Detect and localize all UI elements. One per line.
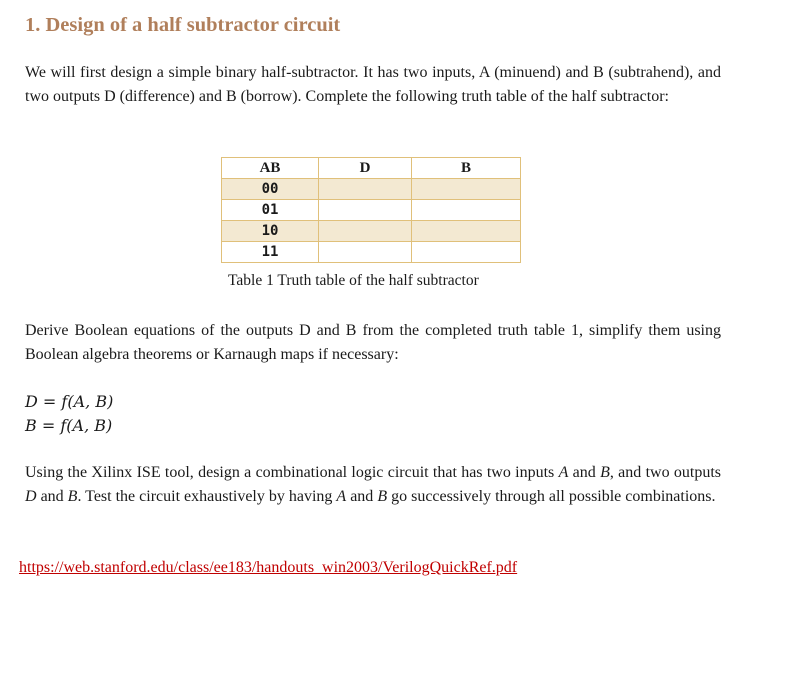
- header-ab: AB: [222, 158, 319, 179]
- design-paragraph: [25, 461, 721, 509]
- text-segment: and: [568, 464, 601, 481]
- equals-sign: =: [42, 392, 62, 411]
- equation-rhs: f(A, B): [60, 416, 113, 435]
- cell-b[interactable]: [412, 221, 521, 242]
- variable-b: B: [67, 488, 78, 505]
- equation-d: [25, 392, 113, 411]
- derive-paragraph: Derive Boolean equations of the outputs D and B from the completed truth table 1, simplify them using Boolean algebra theorems or Karnaugh maps if necessary:: [25, 322, 721, 363]
- cell-b[interactable]: [412, 242, 521, 263]
- cell-d[interactable]: [319, 200, 412, 221]
- text-segment: Using the Xilinx ISE tool, design a combinational logic circuit that has two inputs: [25, 464, 559, 481]
- equals-sign: =: [41, 416, 61, 435]
- table-header-row: [222, 158, 521, 179]
- cell-ab: 00: [222, 179, 319, 200]
- cell-d[interactable]: [319, 221, 412, 242]
- cell-b[interactable]: [412, 179, 521, 200]
- truth-table: [221, 157, 521, 263]
- variable-a: A: [558, 464, 569, 481]
- variable-b: B: [600, 464, 610, 481]
- table-row: [222, 242, 521, 263]
- header-d: D: [319, 158, 412, 179]
- text-segment: and: [36, 488, 68, 505]
- table-row: [222, 200, 521, 221]
- verilog-reference-link[interactable]: https://web.stanford.edu/class/ee183/handouts_win2003/VerilogQuickRef.pdf: [19, 559, 518, 576]
- cell-ab: 11: [222, 242, 319, 263]
- cell-ab: 01: [222, 200, 319, 221]
- cell-ab: 10: [222, 221, 319, 242]
- equation-rhs: f(A, B): [61, 392, 114, 411]
- variable-d: D: [25, 488, 37, 505]
- table-caption: Table 1 Truth table of the half subtractor: [228, 272, 479, 289]
- equation-lhs: D: [25, 392, 38, 411]
- text-segment: . Test the circuit exhaustively by having: [77, 488, 337, 505]
- section-heading: 1. Design of a half subtractor circuit: [25, 14, 341, 36]
- equation-b: [25, 416, 112, 435]
- text-segment: go successively through all possible combinations.: [387, 488, 716, 505]
- cell-b[interactable]: [412, 200, 521, 221]
- text-segment: and: [346, 488, 378, 505]
- variable-a: A: [336, 488, 347, 505]
- equation-lhs: B: [25, 416, 37, 435]
- variable-b: B: [377, 488, 388, 505]
- table-row: [222, 179, 521, 200]
- cell-d[interactable]: [319, 242, 412, 263]
- table-row: [222, 221, 521, 242]
- header-b: B: [412, 158, 521, 179]
- text-segment: , and two outputs: [609, 464, 722, 481]
- intro-paragraph: We will first design a simple binary half-subtractor. It has two inputs, A (minuend) and B (subtrahend), and two outputs D (difference) and B (borrow). Complete the following truth table of the half subtractor:: [25, 64, 721, 105]
- cell-d[interactable]: [319, 179, 412, 200]
